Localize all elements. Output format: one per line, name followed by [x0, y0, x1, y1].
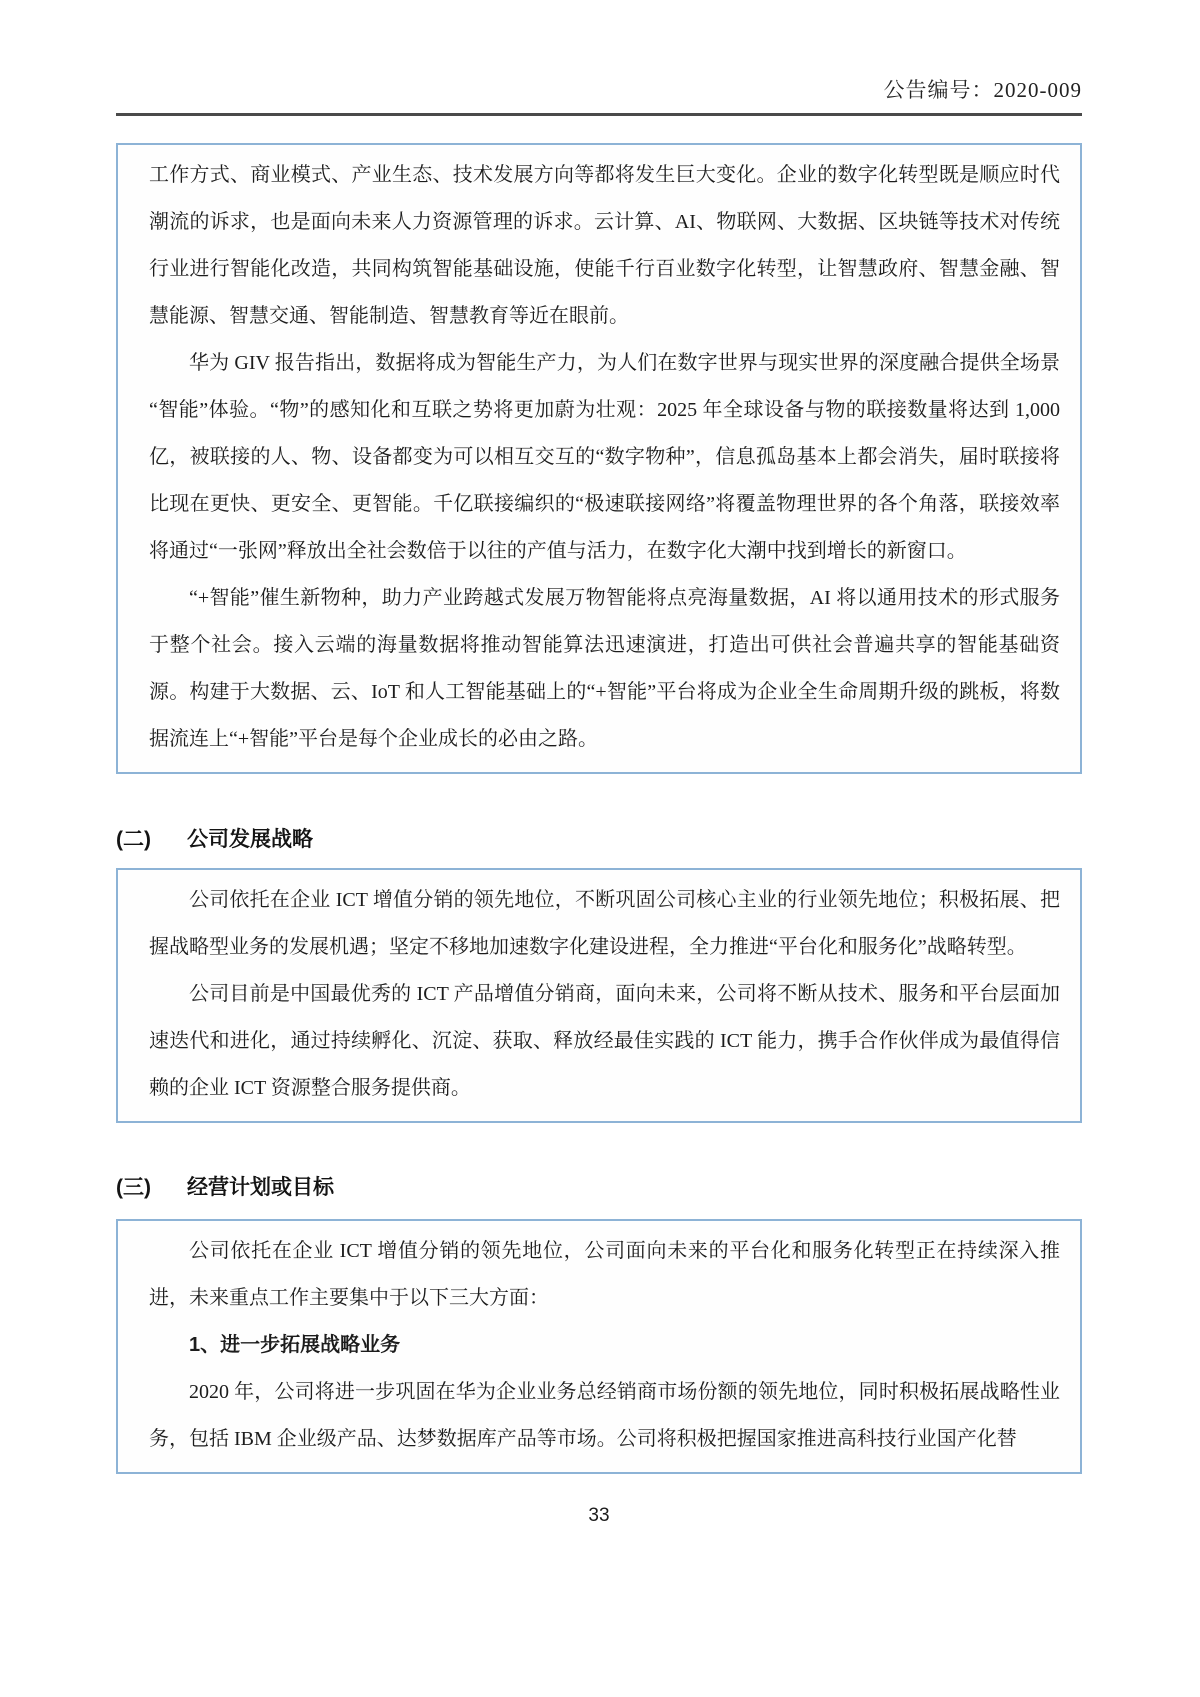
page-footer: [116, 1505, 1082, 1527]
section-number: (三): [116, 1176, 151, 1199]
paragraph: 公司目前是中国最优秀的 ICT 产品增值分销商，面向未来，公司将不断从技术、服务和平台层面加速迭代和进化，通过持续孵化、沉淀、获取、释放经最佳实践的 ICT 能力，携手合作伙伴成为最值得信赖的企业 ICT 资源整合服务提供商。: [149, 983, 1060, 1099]
content-box-2: [116, 868, 1082, 1123]
sub-section-title: 1、进一步拓展战略业务: [189, 1334, 401, 1356]
section-heading-2: [116, 823, 1082, 853]
section-heading-3: [116, 1171, 1082, 1201]
content-box-3: [116, 1219, 1082, 1474]
paragraph: 工作方式、商业模式、产业生态、技术发展方向等都将发生巨大变化。企业的数字化转型既是顺应时代潮流的诉求，也是面向未来人力资源管理的诉求。云计算、AI、物联网、大数据、区块链等技术对传统行业进行智能化改造，共同构筑智能基础设施，使能千行百业数字化转型，让智慧政府、智慧金融、智慧能源、智慧交通、智能制造、智慧教育等近在眼前。: [149, 164, 1060, 327]
document-page: [116, 0, 1082, 1527]
content-box-1: [116, 143, 1082, 774]
section-title: 经营计划或目标: [187, 1176, 334, 1199]
paragraph: 公司依托在企业 ICT 增值分销的领先地位，公司面向未来的平台化和服务化转型正在持续深入推进，未来重点工作主要集中于以下三大方面：: [149, 1240, 1060, 1309]
paragraph: 华为 GIV 报告指出，数据将成为智能生产力，为人们在数字世界与现实世界的深度融合提供全场景“智能”体验。“物”的感知化和互联之势将更加蔚为壮观：2025 年全球设备与物的联接数量将达到 1,000 亿，被联接的人、物、设备都变为可以相互交互的“数字物种”，信息孤岛基本上都会消失，届时联接将比现在更快、更安全、更智能。千亿联接编织的“极速联接网络”将覆盖物理世界的各个角落，联接效率将通过“一张网”释放出全社会数倍于以往的产值与活力，在数字化大潮中找到增长的新窗口。: [149, 352, 1060, 562]
page-number: 33: [588, 1505, 610, 1526]
section-number: (二): [116, 828, 151, 851]
section-title: 公司发展战略: [187, 828, 313, 851]
page-header: [116, 0, 1082, 104]
paragraph: “+智能”催生新物种，助力产业跨越式发展万物智能将点亮海量数据，AI 将以通用技术的形式服务于整个社会。接入云端的海量数据将推动智能算法迅速演进，打造出可供社会普遍共享的智能基础资源。构建于大数据、云、IoT 和人工智能基础上的“+智能”平台将成为企业全生命周期升级的跳板，将数据流连上“+智能”平台是每个企业成长的必由之路。: [149, 587, 1060, 750]
paragraph: 2020 年，公司将进一步巩固在华为企业业务总经销商市场份额的领先地位，同时积极拓展战略性业务，包括 IBM 企业级产品、达梦数据库产品等市场。公司将积极把握国家推进高科技行业国产化替: [149, 1381, 1060, 1450]
paragraph: 公司依托在企业 ICT 增值分销的领先地位，不断巩固公司核心主业的行业领先地位；积极拓展、把握战略型业务的发展机遇；坚定不移地加速数字化建设进程，全力推进“平台化和服务化”战略转型。: [149, 889, 1060, 958]
doc-number: 公告编号：2020-009: [883, 78, 1082, 102]
header-rule: [116, 113, 1082, 116]
